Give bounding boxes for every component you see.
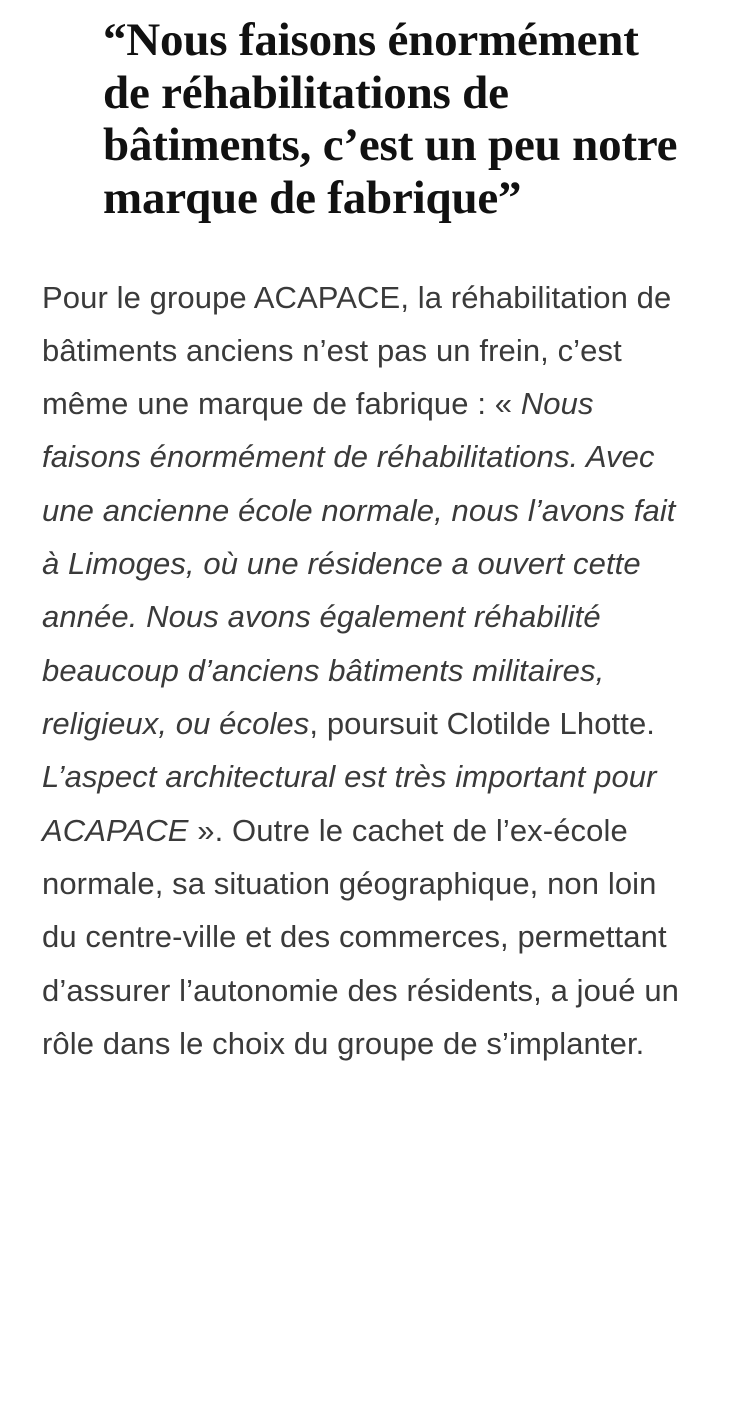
body-attribution: , poursuit Clotilde Lhotte. — [309, 706, 656, 741]
article-body — [0, 271, 750, 1071]
pull-quote: “Nous faisons énormément de réhabilitations de bâtiments, c’est un peu notre marque de fabrique” — [103, 14, 678, 224]
body-quote-second: L’aspect architectural est très important pour ACAPACE — [42, 759, 657, 848]
body-text-outro: ». Outre le cachet de l’ex-école normale, sa situation géographique, non loin du centre-ville et des commerces, permettant d’assurer l’autonomie des résidents, a joué un rôle dans le choix du groupe de s’implanter. — [42, 812, 680, 1061]
body-paragraph — [42, 271, 695, 1071]
body-text-intro: Pour le groupe ACAPACE, la réhabilitation de bâtiments anciens n’est pas un frein, c’est même une marque de fabrique : « — [42, 279, 672, 422]
bottom-spacer — [0, 1070, 750, 1100]
body-quote-first: Nous faisons énormément de réhabilitations. Avec une ancienne école normale, nous l’avons fait à Limoges, où une résidence a ouvert cette année. Nous avons également réhabilité beaucoup d’anciens bâtiments militaires, religieux, ou écoles — [42, 386, 676, 741]
